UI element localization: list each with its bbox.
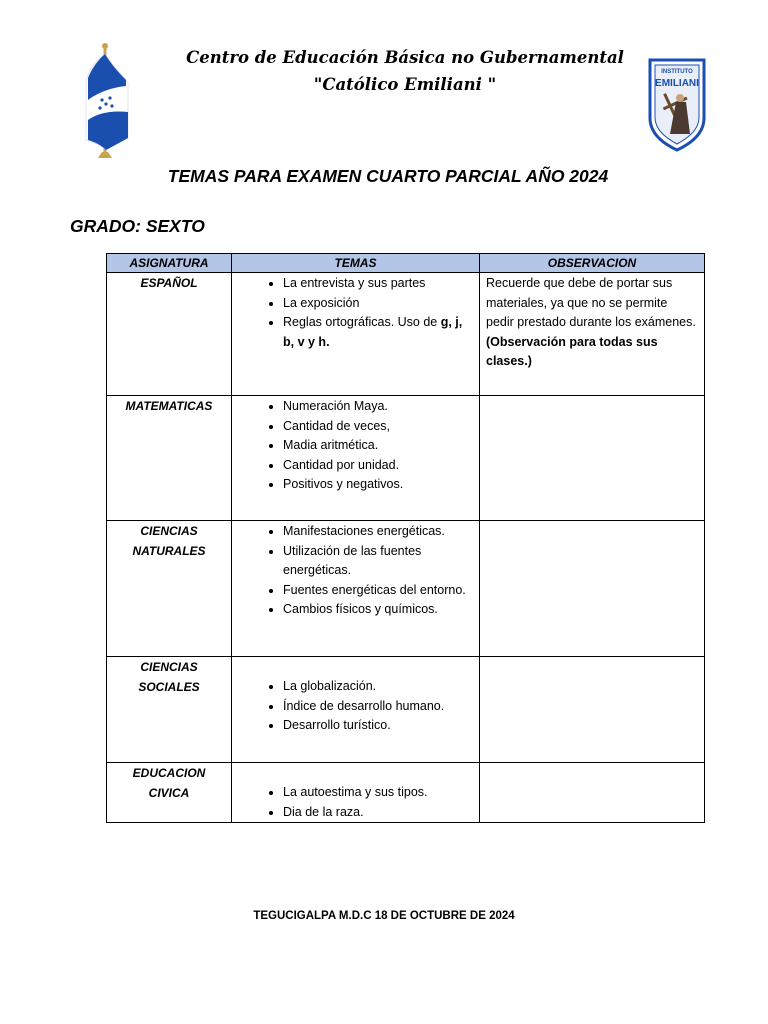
topics-cell	[232, 657, 480, 763]
observation-note: (Observación para todas sus clases.)	[486, 334, 658, 368]
observation-cell	[480, 763, 705, 823]
subject-cell	[107, 396, 232, 521]
crest-text-top: INSTITUTO	[661, 69, 693, 75]
topic-item: • Desarrollo turístico.	[283, 716, 475, 736]
footer-date: TEGUCIGALPA M.D.C 18 DE OCTUBRE DE 2024	[253, 910, 515, 922]
topic-item: • Cantidad de veces,	[283, 417, 475, 437]
topics-table	[106, 253, 705, 823]
school-name	[150, 44, 660, 98]
topic-item	[283, 313, 475, 352]
topic-item: • Madia aritmética.	[283, 436, 475, 456]
observation-cell	[480, 396, 705, 521]
topic-letters: g, j, b, v y h.	[283, 315, 463, 349]
school-name-line1: Centro de Educación Básica no Gubernamental	[186, 48, 624, 67]
subject-cell	[107, 657, 232, 763]
topic-item: • Numeración Maya.	[283, 397, 475, 417]
topic-text: Reglas ortográficas. Uso de	[283, 315, 441, 329]
column-header: OBSERVACION	[480, 254, 705, 273]
subject-label: EDUCACION	[132, 766, 206, 780]
table-row	[107, 521, 705, 657]
subject-label: NATURALES	[132, 543, 206, 558]
column-header: ASIGNATURA	[107, 254, 232, 273]
topics-cell	[232, 521, 480, 657]
topic-item: • La entrevista y sus partes	[283, 274, 475, 294]
table-header-row	[107, 254, 705, 273]
table-row	[107, 273, 705, 396]
table-row	[107, 763, 705, 823]
topic-item: • Manifestaciones energéticas.	[283, 522, 475, 542]
subject-label: CIENCIAS	[140, 660, 198, 674]
topic-item: • Positivos y negativos.	[283, 475, 475, 495]
topic-item: • Fuentes energéticas del entorno.	[283, 581, 475, 601]
subject-cell	[107, 273, 232, 396]
observation-text: Recuerde que debe de portar sus materiales, ya que no se permite pedir prestado durante los exámenes.	[486, 276, 696, 329]
topics-cell	[232, 396, 480, 521]
subject-cell	[107, 763, 232, 823]
topic-item: • Cantidad por unidad.	[283, 456, 475, 476]
document-title: TEMAS PARA EXAMEN CUARTO PARCIAL AÑO 2024	[167, 166, 609, 186]
topic-item: • Índice de desarrollo humano.	[283, 697, 475, 717]
table-row	[107, 657, 705, 763]
school-crest-logo	[646, 56, 708, 152]
subject-cell	[107, 521, 232, 657]
observation-cell	[480, 657, 705, 763]
honduras-flag-image	[72, 42, 136, 164]
topic-item: • La autoestima y sus tipos.	[283, 783, 475, 803]
topics-cell	[232, 273, 480, 396]
topic-item: • Cambios físicos y químicos.	[283, 600, 475, 620]
topic-item: • La exposición	[283, 294, 475, 314]
topic-item: • La globalización.	[283, 677, 475, 697]
subject-label: MATEMATICAS	[125, 399, 213, 413]
column-header: TEMAS	[232, 254, 480, 273]
school-name-line2: "Católico Emiliani "	[313, 75, 497, 94]
topic-item: • Utilización de las fuentes energéticas.	[283, 542, 475, 581]
crest-text-name: EMILIANI	[655, 78, 699, 89]
subject-label: CIVICA	[148, 785, 190, 800]
observation-cell	[480, 273, 705, 396]
table-row	[107, 396, 705, 521]
topic-item: • Dia de la raza.	[283, 803, 475, 823]
observation-cell	[480, 521, 705, 657]
grade-heading: GRADO: SEXTO	[70, 216, 205, 236]
subject-label: CIENCIAS	[140, 524, 198, 538]
subject-label: SOCIALES	[138, 679, 200, 694]
subject-label: ESPAÑOL	[140, 276, 198, 290]
topics-cell	[232, 763, 480, 823]
